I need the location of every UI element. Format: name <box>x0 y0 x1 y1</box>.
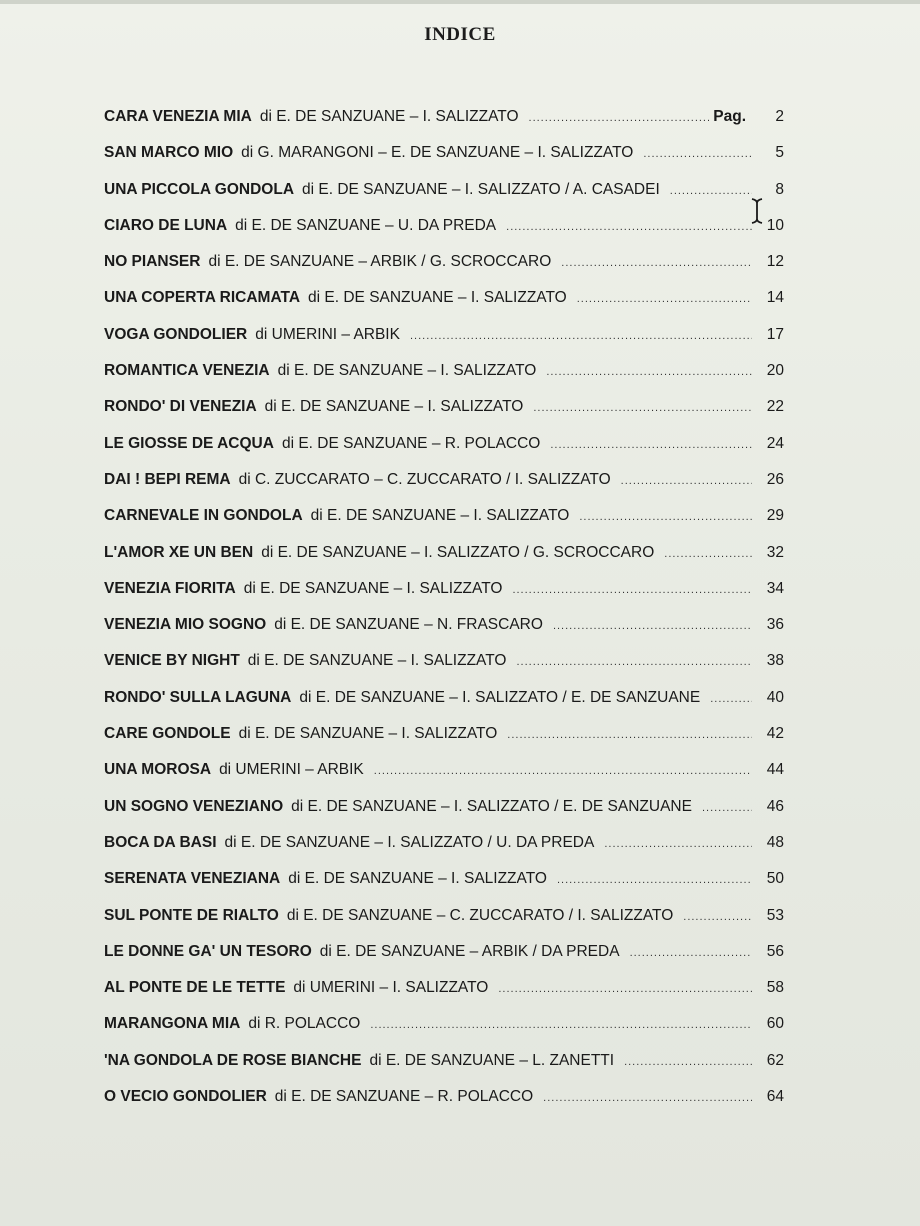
song-credits: di E. DE SANZUANE – I. SALIZZATO <box>264 398 524 416</box>
toc-entry <box>104 725 784 761</box>
song-credits: di UMERINI – ARBIK <box>255 325 400 343</box>
toc-entry <box>104 362 784 398</box>
toc-entry <box>104 471 784 507</box>
song-credits: di C. ZUCCARATO – C. ZUCCARATO / I. SALIZZATO <box>238 470 611 488</box>
page-label: Pag. <box>713 108 746 125</box>
song-title: VOGA GONDOLIER <box>104 325 248 343</box>
dot-leader <box>702 802 752 814</box>
page-number: 26 <box>766 470 784 488</box>
song-title: NO PIANSER <box>104 253 201 271</box>
song-title: SERENATA VENEZIANA <box>104 870 281 888</box>
dot-leader <box>374 765 752 777</box>
song-credits: di E. DE SANZUANE – I. SALIZZATO / U. DA PREDA <box>224 833 595 851</box>
dot-leader <box>529 112 710 124</box>
song-credits: di UMERINI – ARBIK <box>219 761 364 779</box>
song-credits: di E. DE SANZUANE – R. POLACCO <box>274 1088 534 1106</box>
song-title: VENICE BY NIGHT <box>104 652 240 670</box>
toc-entry <box>104 1052 784 1088</box>
dot-leader <box>577 293 752 305</box>
page-number: 48 <box>766 833 784 851</box>
toc-entry <box>104 1015 784 1051</box>
toc-entry <box>104 979 784 1015</box>
dot-leader <box>546 366 752 378</box>
toc-entry <box>104 689 784 725</box>
song-credits: di E. DE SANZUANE – I. SALIZZATO <box>259 108 519 125</box>
text-cursor-icon <box>750 198 764 224</box>
page-number: 8 <box>775 180 784 198</box>
song-credits: di E. DE SANZUANE – I. SALIZZATO / E. DE SANZUANE <box>299 688 701 706</box>
dot-leader <box>664 548 752 560</box>
song-credits: di E. DE SANZUANE – I. SALIZZATO <box>308 289 567 307</box>
toc-entry <box>104 144 784 180</box>
page-number: 22 <box>766 398 784 416</box>
toc-entry <box>104 181 784 217</box>
song-title: BOCA DA BASI <box>104 833 217 851</box>
toc-entry <box>104 580 784 616</box>
page-number: 34 <box>766 579 784 597</box>
page-number: 36 <box>766 616 784 634</box>
song-credits: di E. DE SANZUANE – L. ZANETTI <box>369 1051 615 1069</box>
dot-leader <box>543 1092 752 1104</box>
song-title: L'AMOR XE UN BEN <box>104 543 254 561</box>
dot-leader <box>550 439 752 451</box>
page-number: 64 <box>766 1088 784 1106</box>
dot-leader <box>506 221 752 233</box>
toc-entry <box>104 616 784 652</box>
page-number: 14 <box>766 289 784 307</box>
dot-leader <box>683 911 752 923</box>
song-credits: di E. DE SANZUANE – N. FRASCARO <box>274 616 543 634</box>
dot-leader <box>561 257 752 269</box>
song-credits: di E. DE SANZUANE – I. SALIZZATO <box>243 579 503 597</box>
page-number: 5 <box>775 144 784 162</box>
song-title: VENEZIA MIO SOGNO <box>104 616 267 634</box>
dot-leader <box>624 1056 752 1068</box>
dot-leader <box>553 620 752 632</box>
song-title: ROMANTICA VENEZIA <box>104 362 270 380</box>
song-credits: di E. DE SANZUANE – I. SALIZZATO <box>288 870 547 888</box>
dot-leader <box>516 656 752 668</box>
dot-leader <box>533 402 752 414</box>
toc-entry <box>104 544 784 580</box>
dot-leader <box>710 693 752 705</box>
song-credits: di E. DE SANZUANE – C. ZUCCARATO / I. SALIZZATO <box>286 906 674 924</box>
toc-entry <box>104 326 784 362</box>
song-title: RONDO' DI VENEZIA <box>104 398 257 416</box>
page-number: 32 <box>766 543 784 561</box>
dot-leader <box>498 983 752 995</box>
song-title: O VECIO GONDOLIER <box>104 1088 267 1106</box>
song-credits: di E. DE SANZUANE – I. SALIZZATO / E. DE SANZUANE <box>291 797 692 815</box>
song-title: 'NA GONDOLA DE ROSE BIANCHE <box>104 1051 362 1069</box>
page-number: 24 <box>766 434 784 452</box>
dot-leader <box>370 1019 752 1031</box>
song-credits: di E. DE SANZUANE – R. POLACCO <box>281 434 541 452</box>
dot-leader <box>507 729 752 741</box>
song-credits: di E. DE SANZUANE – I. SALIZZATO / G. SCROCCARO <box>261 543 655 561</box>
table-of-contents <box>104 108 784 1124</box>
page-number: 60 <box>766 1015 784 1033</box>
song-credits: di E. DE SANZUANE – I. SALIZZATO <box>247 652 507 670</box>
song-credits: di E. DE SANZUANE – I. SALIZZATO <box>310 507 570 525</box>
song-title: SUL PONTE DE RIALTO <box>104 906 279 924</box>
song-credits: di E. DE SANZUANE – I. SALIZZATO / A. CASADEI <box>302 180 660 198</box>
song-title: DAI ! BEPI REMA <box>104 470 231 488</box>
toc-entry <box>104 761 784 797</box>
song-credits: di E. DE SANZUANE – I. SALIZZATO <box>238 725 498 743</box>
dot-leader <box>621 475 752 487</box>
toc-entry <box>104 943 784 979</box>
song-credits: di UMERINI – I. SALIZZATO <box>293 979 489 997</box>
toc-entry <box>104 253 784 289</box>
toc-entry <box>104 870 784 906</box>
song-title: CARNEVALE IN GONDOLA <box>104 507 303 525</box>
song-title: UNA PICCOLA GONDOLA <box>104 180 295 198</box>
page-number: 46 <box>766 797 784 815</box>
toc-entry <box>104 435 784 471</box>
toc-entry <box>104 398 784 434</box>
dot-leader <box>630 947 752 959</box>
song-title: UN SOGNO VENEZIANO <box>104 797 284 815</box>
page-number: 56 <box>766 942 784 960</box>
toc-entry <box>104 217 784 253</box>
toc-entry <box>104 1088 784 1124</box>
toc-entry <box>104 834 784 870</box>
song-credits: di E. DE SANZUANE – ARBIK / G. SCROCCARO <box>208 253 552 271</box>
page-number: 42 <box>766 725 784 743</box>
song-title: VENEZIA FIORITA <box>104 579 236 597</box>
song-title: MARANGONA MIA <box>104 1015 241 1033</box>
song-title: UNA MOROSA <box>104 761 212 779</box>
dot-leader <box>604 838 752 850</box>
page-top-edge <box>0 0 920 4</box>
song-credits: di E. DE SANZUANE – ARBIK / DA PREDA <box>319 942 620 960</box>
song-credits: di E. DE SANZUANE – U. DA PREDA <box>235 216 497 234</box>
page-number: 29 <box>766 507 784 525</box>
page-number: 40 <box>766 688 784 706</box>
dot-leader <box>643 148 752 160</box>
song-title: SAN MARCO MIO <box>104 144 234 162</box>
page-number: 53 <box>766 906 784 924</box>
toc-entry <box>104 289 784 325</box>
page-number: 17 <box>766 325 784 343</box>
song-credits: di G. MARANGONI – E. DE SANZUANE – I. SALIZZATO <box>241 144 634 162</box>
toc-entry <box>104 907 784 943</box>
song-title: RONDO' SULLA LAGUNA <box>104 688 292 706</box>
dot-leader <box>512 584 752 596</box>
dot-leader <box>410 330 752 342</box>
toc-entry <box>104 507 784 543</box>
dot-leader <box>557 874 752 886</box>
song-title: AL PONTE DE LE TETTE <box>104 979 286 997</box>
page-number: 44 <box>766 761 784 779</box>
page-number: 50 <box>766 870 784 888</box>
song-title: UNA COPERTA RICAMATA <box>104 289 301 307</box>
page-number: 62 <box>766 1051 784 1069</box>
song-credits: di R. POLACCO <box>248 1015 361 1033</box>
page-number: 58 <box>766 979 784 997</box>
dot-leader <box>579 511 752 523</box>
dot-leader <box>670 185 752 197</box>
page-number: 20 <box>766 362 784 380</box>
song-title: CARA VENEZIA MIA <box>104 108 252 125</box>
page-number: 2 <box>775 108 784 125</box>
song-credits: di E. DE SANZUANE – I. SALIZZATO <box>277 362 537 380</box>
toc-entry <box>104 798 784 834</box>
page-title: INDICE <box>424 24 496 45</box>
toc-entry <box>104 652 784 688</box>
toc-entry <box>104 108 784 144</box>
song-title: CARE GONDOLE <box>104 725 231 743</box>
page-number: 12 <box>766 253 784 271</box>
page-number: 10 <box>766 216 784 234</box>
song-title: LE DONNE GA' UN TESORO <box>104 942 312 960</box>
song-title: LE GIOSSE DE ACQUA <box>104 434 274 452</box>
song-title: CIARO DE LUNA <box>104 216 228 234</box>
page-number: 38 <box>766 652 784 670</box>
